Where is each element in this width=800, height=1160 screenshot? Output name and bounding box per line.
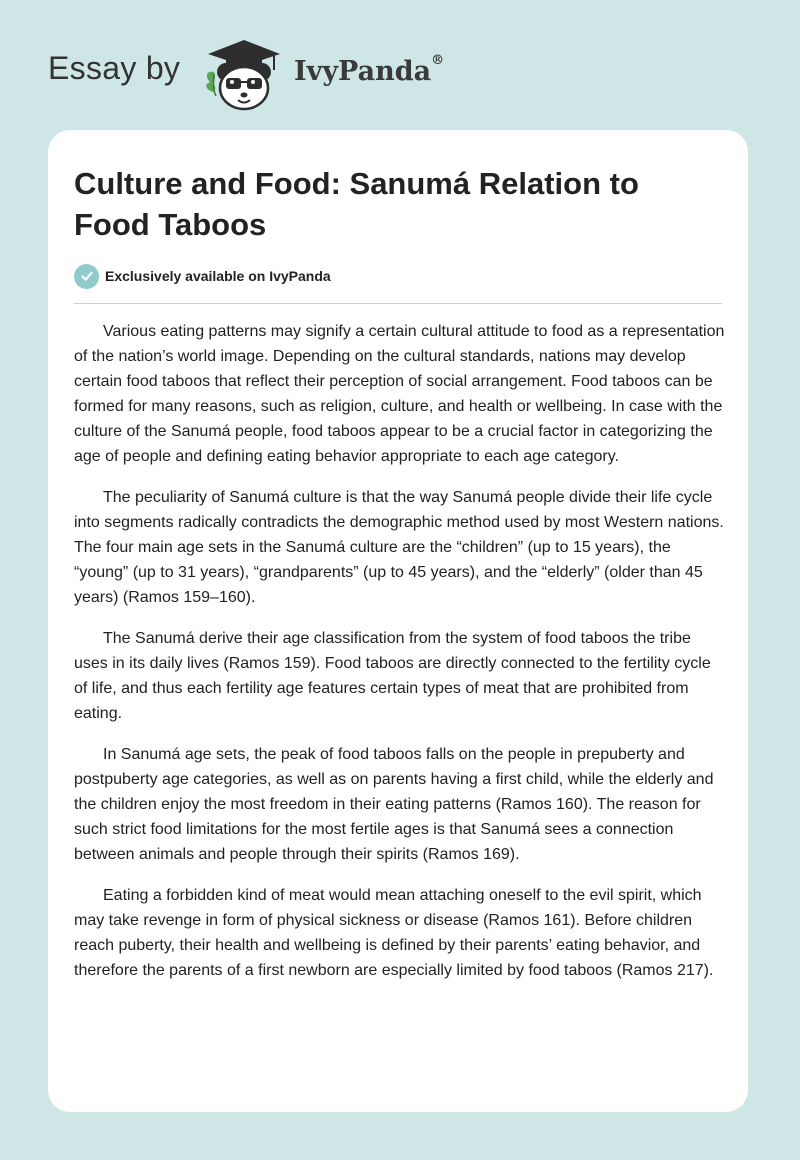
paragraph: The peculiarity of Sanumá culture is that the way Sanumá people divide their life cycle into segments radically contradicts the demographic method used by most Western nations. The four main age sets in the Sanumá culture are the “children” (up to 15 years), the “young” (up to 31 years), “grandparents” (up to 45 years), and the “elderly” (older than 45 years) (Ramos 159–160). <box>74 489 724 606</box>
paragraph: Eating a forbidden kind of meat would mean attaching oneself to the evil spirit, which may take revenge in form of physical sickness or disease (Ramos 161). Before children reach puberty, their health and wellbeing is defined by their parents’ eating behavior, and therefore the parents of a first newborn are especially limited by food taboos (Ramos 217). <box>74 887 714 979</box>
exclusive-badge-text: Exclusively available on IvyPanda <box>105 268 331 284</box>
paragraph: In Sanumá age sets, the peak of food taboos falls on the people in prepuberty and postpuberty age categories, as well as on parents having a first child, while the elderly and the children enjoy the most freedom in their eating patterns (Ramos 160). The reason for such strict food limitations for the most fertile ages is that Sanumá sees a connection between animals and people through their spirits (Ramos 169). <box>74 746 714 863</box>
exclusive-badge <box>74 263 331 289</box>
brand-name[interactable]: IvyPanda® <box>294 53 445 87</box>
essay-card <box>48 130 748 1112</box>
panda-logo-icon[interactable] <box>200 34 282 114</box>
paragraph: Various eating patterns may signify a certain cultural attitude to food as a representation of the nation’s world image. Depending on the cultural standards, nations may develop certain food taboos that reflect their perception of social arrangement. Food taboos can be formed for many reasons, such as religion, culture, and health or wellbeing. In case with the culture of the Sanumá people, food taboos appear to be a crucial factor in categorizing the age of people and defining eating behavior appropriate to each age category. <box>74 323 725 465</box>
check-circle-icon <box>74 264 99 289</box>
divider <box>74 303 722 304</box>
site-header <box>48 30 748 120</box>
paragraph: The Sanumá derive their age classification from the system of food taboos the tribe uses in its daily lives (Ramos 159). Food taboos are directly connected to the fertility cycle of life, and thus each fertility age features certain types of meat that are prohibited from eating. <box>74 630 711 722</box>
essay-by-label: Essay by <box>48 50 181 86</box>
article-body <box>74 319 726 999</box>
page-title: Culture and Food: Sanumá Relation to Food Taboos <box>74 166 639 242</box>
